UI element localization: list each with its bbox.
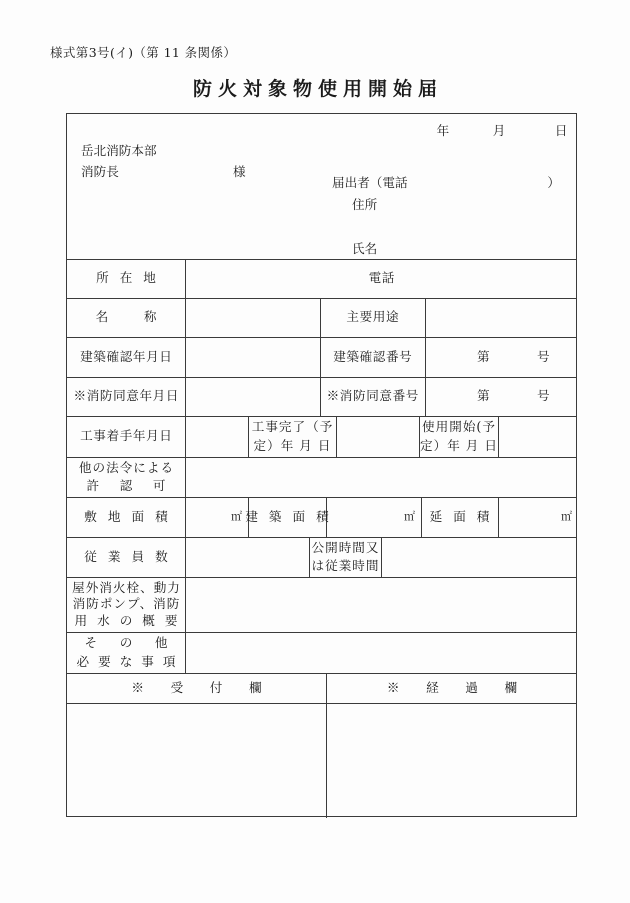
label-use-start-date <box>419 416 498 457</box>
honorific: 様 <box>233 164 246 179</box>
label-open-hours <box>309 537 381 577</box>
date-year-label: 年 <box>436 123 450 138</box>
site-area-unit: ㎡ <box>231 510 242 524</box>
use-start-line1: 使用開始(予 <box>422 419 496 435</box>
date-line <box>437 120 568 139</box>
construction-complete-line1: 工事完了（予 <box>251 419 334 435</box>
declarant-phone-line <box>332 172 560 194</box>
label-building-confirm-number: 建築確認番号 <box>333 348 413 364</box>
label-fire-consent-number: ※消防同意番号 <box>326 388 419 404</box>
label-location: 所 在 地 <box>96 270 160 286</box>
field-building-confirm-date[interactable] <box>185 337 320 377</box>
fire-consent-dai: 第 <box>477 388 490 404</box>
construction-complete-line2: 定）年 月 日 <box>253 437 332 453</box>
field-construction-start-date[interactable] <box>185 416 248 457</box>
building-confirm-gou: 号 <box>537 348 550 364</box>
label-reception-column: ※ 受 付 欄 <box>131 679 269 695</box>
field-progress-column[interactable] <box>326 703 578 818</box>
field-use-start-date[interactable] <box>498 416 578 457</box>
fire-equipment-line2: 消防ポンプ、消防 <box>72 596 181 612</box>
declarant-fields <box>332 172 560 260</box>
field-site-area[interactable] <box>185 497 248 537</box>
date-day-label: 日 <box>554 123 568 138</box>
label-other-items <box>67 632 185 673</box>
name-label: 氏名 <box>352 241 378 256</box>
building-area-unit: ㎡ <box>404 510 415 524</box>
label-facility-name: 名 称 <box>95 309 160 325</box>
fire-equipment-line3: 用 水 の 概 要 <box>74 612 181 628</box>
field-other-permits[interactable] <box>185 457 578 497</box>
other-permits-line1: 他の法令による <box>78 459 175 475</box>
label-progress-column: ※ 経 過 欄 <box>386 679 525 695</box>
label-site-area: 敷 地 面 積 <box>84 508 172 524</box>
label-employee-count: 従 業 員 数 <box>84 548 172 564</box>
label-construction-start-date: 工事着手年月日 <box>80 428 173 444</box>
open-hours-line1: 公開時間又 <box>311 539 380 555</box>
fire-consent-gou: 号 <box>537 388 550 404</box>
open-hours-line2: は従業時間 <box>311 558 380 573</box>
date-month-label: 月 <box>492 123 506 138</box>
field-facility-name[interactable] <box>185 298 320 337</box>
form-code: 様式第3号(イ)（第 11 条関係） <box>50 45 237 60</box>
field-fire-equipment[interactable] <box>185 577 578 632</box>
building-confirm-dai: 第 <box>477 348 490 364</box>
label-location-phone: 電話 <box>368 270 395 286</box>
label-fire-consent-date: ※消防同意年月日 <box>73 388 180 404</box>
label-building-confirm-date: 建築確認年月日 <box>80 348 173 364</box>
field-fire-consent-date[interactable] <box>185 377 320 416</box>
other-permits-line2: 許 認 可 <box>86 478 170 493</box>
field-reception-column[interactable] <box>67 703 326 818</box>
field-building-area[interactable] <box>326 497 421 537</box>
department-name: 岳北消防本部 <box>81 143 157 158</box>
fire-equipment-line1: 屋外消火栓、動力 <box>72 579 181 595</box>
field-main-use[interactable] <box>425 298 578 337</box>
label-main-use: 主要用途 <box>346 309 400 325</box>
declarant-label: 届出者（電話 <box>332 175 408 190</box>
label-construction-complete-date <box>248 416 336 457</box>
field-construction-complete-date[interactable] <box>336 416 419 457</box>
page-title: 防火対象物使用開始届 <box>192 78 443 100</box>
label-fire-equipment <box>67 577 185 632</box>
form-table <box>66 113 577 817</box>
chief-title: 消防長 <box>81 164 119 179</box>
label-total-area: 延 面 積 <box>429 508 493 524</box>
declarant-paren-close: ） <box>547 175 560 190</box>
field-other-items[interactable] <box>185 632 578 673</box>
field-employee-count[interactable] <box>185 537 309 577</box>
label-building-area: 建 築 面 積 <box>245 508 333 524</box>
field-open-hours[interactable] <box>381 537 578 577</box>
field-building-confirm-number[interactable] <box>425 337 578 377</box>
other-items-line1: そ の 他 <box>84 635 173 651</box>
field-fire-consent-number[interactable] <box>425 377 578 416</box>
field-total-area[interactable] <box>498 497 578 537</box>
address-label: 住所 <box>352 197 378 212</box>
use-start-line2: 定）年 月 日 <box>420 437 498 453</box>
total-area-unit: ㎡ <box>561 510 572 524</box>
other-items-line2: 必 要 な 事 項 <box>76 653 178 669</box>
label-other-permits <box>67 457 185 497</box>
addressee-row <box>81 161 321 182</box>
